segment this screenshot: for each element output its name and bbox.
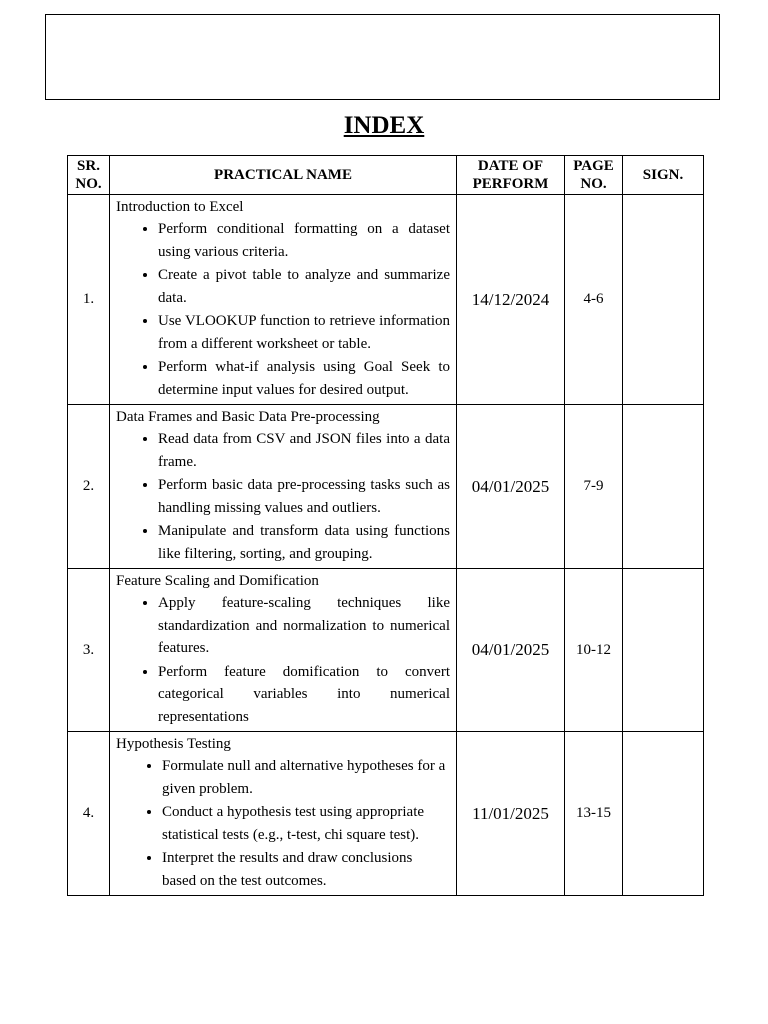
list-item: • Manipulate and transform data using functions like filtering, sorting, and grouping. bbox=[158, 520, 450, 565]
row-sign bbox=[623, 405, 704, 569]
row-page: 13-15 bbox=[565, 732, 623, 896]
list-item: • Use VLOOKUP function to retrieve information from a different worksheet or table. bbox=[158, 310, 450, 355]
row-date: 11/01/2025 bbox=[457, 732, 565, 896]
row-sign bbox=[623, 569, 704, 732]
col-header-date-line1: DATE OF bbox=[477, 158, 544, 174]
row-practical bbox=[110, 195, 457, 405]
row-sr: 1. bbox=[68, 195, 110, 405]
row-practical bbox=[110, 732, 457, 896]
col-header-name: PRACTICAL NAME bbox=[110, 156, 457, 195]
table-row bbox=[68, 732, 704, 896]
list-item: • Perform basic data pre-processing tasks such as handling missing values and outliers. bbox=[158, 474, 450, 519]
row-page: 4-6 bbox=[565, 195, 623, 405]
col-header-page bbox=[565, 156, 623, 195]
row-page: 7-9 bbox=[565, 405, 623, 569]
col-header-page-line1: PAGE bbox=[573, 158, 614, 174]
list-item: • Conduct a hypothesis test using appropriate statistical tests (e.g., t-test, chi square test). bbox=[162, 801, 450, 846]
list-item: • Apply feature-scaling techniques like standardization and normalization to numerical features. bbox=[158, 592, 450, 660]
list-item: • Perform conditional formatting on a dataset using various criteria. bbox=[158, 218, 450, 263]
list-item: • Formulate null and alternative hypotheses for a given problem. bbox=[162, 755, 450, 800]
col-header-date-line2: PERFORM bbox=[472, 176, 549, 192]
practical-title: Introduction to Excel bbox=[116, 199, 244, 215]
row-date: 04/01/2025 bbox=[457, 405, 565, 569]
row-sr: 4. bbox=[68, 732, 110, 896]
col-header-date bbox=[457, 156, 565, 195]
practical-points bbox=[116, 592, 450, 728]
row-date: 14/12/2024 bbox=[457, 195, 565, 405]
row-practical bbox=[110, 569, 457, 732]
col-header-page-line2: NO. bbox=[580, 176, 607, 192]
list-item: • Read data from CSV and JSON files into a data frame. bbox=[158, 428, 450, 473]
row-date: 04/01/2025 bbox=[457, 569, 565, 732]
list-item: • Perform what-if analysis using Goal Seek to determine input values for desired output. bbox=[158, 356, 450, 401]
table-row bbox=[68, 569, 704, 732]
row-page: 10-12 bbox=[565, 569, 623, 732]
col-header-sr-line2: NO. bbox=[75, 176, 102, 192]
practical-title: Feature Scaling and Domification bbox=[116, 573, 319, 589]
index-table bbox=[67, 155, 704, 896]
list-item: • Interpret the results and draw conclusions based on the test outcomes. bbox=[162, 847, 450, 892]
row-sign bbox=[623, 732, 704, 896]
practical-points bbox=[116, 428, 450, 565]
practical-title: Hypothesis Testing bbox=[116, 736, 231, 752]
col-header-sr-line1: SR. bbox=[77, 158, 100, 174]
row-sign bbox=[623, 195, 704, 405]
col-header-sr bbox=[68, 156, 110, 195]
page-title: INDEX bbox=[343, 112, 425, 139]
row-sr: 2. bbox=[68, 405, 110, 569]
row-practical bbox=[110, 405, 457, 569]
row-sr: 3. bbox=[68, 569, 110, 732]
list-item: • Create a pivot table to analyze and summarize data. bbox=[158, 264, 450, 309]
table-row bbox=[68, 405, 704, 569]
practical-title: Data Frames and Basic Data Pre-processing bbox=[116, 409, 380, 425]
practical-points bbox=[116, 218, 450, 401]
practical-points bbox=[116, 755, 450, 892]
header-box bbox=[45, 14, 720, 100]
list-item: • Perform feature domification to convert categorical variables into numerical representations bbox=[158, 661, 450, 729]
header-row bbox=[68, 156, 704, 195]
table-row bbox=[68, 195, 704, 405]
col-header-sign: SIGN. bbox=[623, 156, 704, 195]
